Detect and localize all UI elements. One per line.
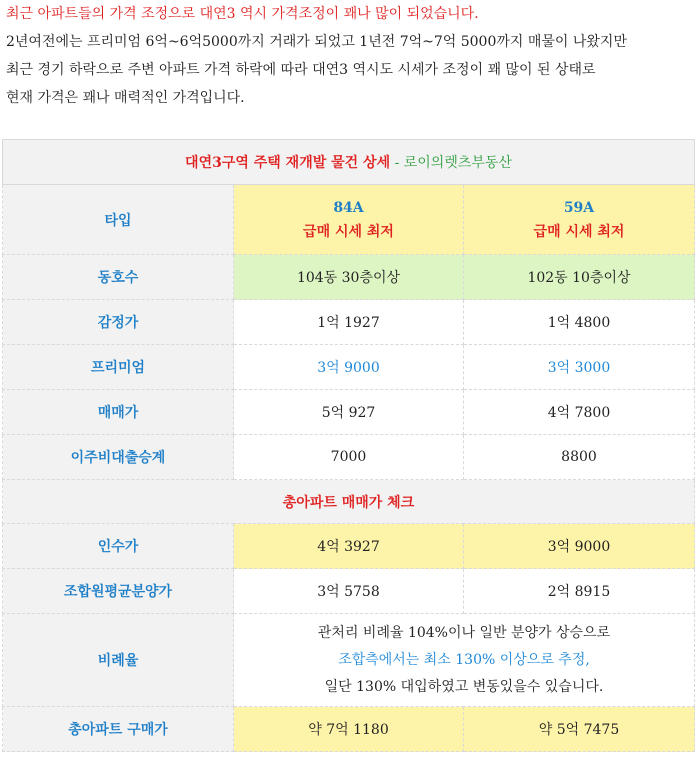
table-title-cell <box>3 140 695 185</box>
cell-59a: 8800 <box>464 435 695 480</box>
intro-line-3: 최근 경기 하락으로 주변 아파트 가격 하락에 따라 대연3 역시도 시세가 조정이 꽤 많이 된 상태로 <box>6 62 596 78</box>
intro-line-4: 현재 가격은 꽤나 매력적인 가격입니다. <box>6 90 245 106</box>
cell-59a: 4억 7800 <box>464 390 695 435</box>
row-label-type: 타입 <box>3 185 234 255</box>
type-cell-84a <box>234 185 464 255</box>
ratio-note-line-1: 관처리 비례율 104%이나 일반 분양가 상승으로 <box>317 624 611 641</box>
cell-84a: 3억 5758 <box>234 569 464 614</box>
table-row-appraisal <box>3 300 695 345</box>
cell-59a: 102동 10층이상 <box>464 255 695 300</box>
cell-59a: 3억 3000 <box>464 345 695 390</box>
type-tag: 급매 시세 최저 <box>533 223 625 240</box>
section-header-row <box>3 480 695 524</box>
cell-59a: 3억 9000 <box>464 524 695 569</box>
table-row-ratio <box>3 614 695 707</box>
intro-line-1: 최근 아파트들의 가격 조정으로 대연3 역시 가격조정이 꽤나 많이 되었습니다. <box>6 6 479 22</box>
row-label: 매매가 <box>3 390 234 435</box>
table-source: - 로이의렛츠부동산 <box>394 155 512 171</box>
cell-84a: 7000 <box>234 435 464 480</box>
table-title: 대연3구역 주택 재개발 물건 상세 <box>185 155 391 171</box>
table-row-sale-price <box>3 390 695 435</box>
cell-84a: 1억 1927 <box>234 300 464 345</box>
ratio-note-line-3: 일단 130% 대입하였고 변동있을수 있습니다. <box>324 678 604 695</box>
table-row-unit <box>3 255 695 300</box>
row-label: 총아파트 구매가 <box>3 707 234 752</box>
intro-line-2: 2년여전에는 프리미엄 6억~6억5000까지 거래가 되었고 1년전 7억~7억 5000까지 매물이 나왔지만 <box>6 34 627 50</box>
table-row-acquisition <box>3 524 695 569</box>
property-detail-table <box>2 139 695 752</box>
table-header-row <box>3 140 695 185</box>
type-cell-59a <box>464 185 695 255</box>
cell-59a: 약 5억 7475 <box>464 707 695 752</box>
section-title: 총아파트 매매가 체크 <box>3 480 695 524</box>
ratio-note-line-2: 조합측에서는 최소 130% 이상으로 추정, <box>338 651 590 668</box>
table-row-relocation-loan <box>3 435 695 480</box>
cell-84a: 4억 3927 <box>234 524 464 569</box>
ratio-note <box>234 614 695 707</box>
cell-59a: 1억 4800 <box>464 300 695 345</box>
type-row <box>3 185 695 255</box>
row-label: 인수가 <box>3 524 234 569</box>
intro-text <box>6 0 696 112</box>
cell-84a: 104동 30층이상 <box>234 255 464 300</box>
row-label: 동호수 <box>3 255 234 300</box>
row-label: 프리미엄 <box>3 345 234 390</box>
row-label: 이주비대출승계 <box>3 435 234 480</box>
row-label: 비례율 <box>3 614 234 707</box>
type-code: 59A <box>563 199 595 216</box>
table-row-member-price <box>3 569 695 614</box>
type-code: 84A <box>333 199 364 216</box>
row-label: 감정가 <box>3 300 234 345</box>
cell-59a: 2억 8915 <box>464 569 695 614</box>
cell-84a: 약 7억 1180 <box>234 707 464 752</box>
cell-84a: 5억 927 <box>234 390 464 435</box>
type-tag: 급매 시세 최저 <box>303 223 394 240</box>
row-label: 조합원평균분양가 <box>3 569 234 614</box>
cell-84a: 3억 9000 <box>234 345 464 390</box>
table-row-total <box>3 707 695 752</box>
table-row-premium <box>3 345 695 390</box>
